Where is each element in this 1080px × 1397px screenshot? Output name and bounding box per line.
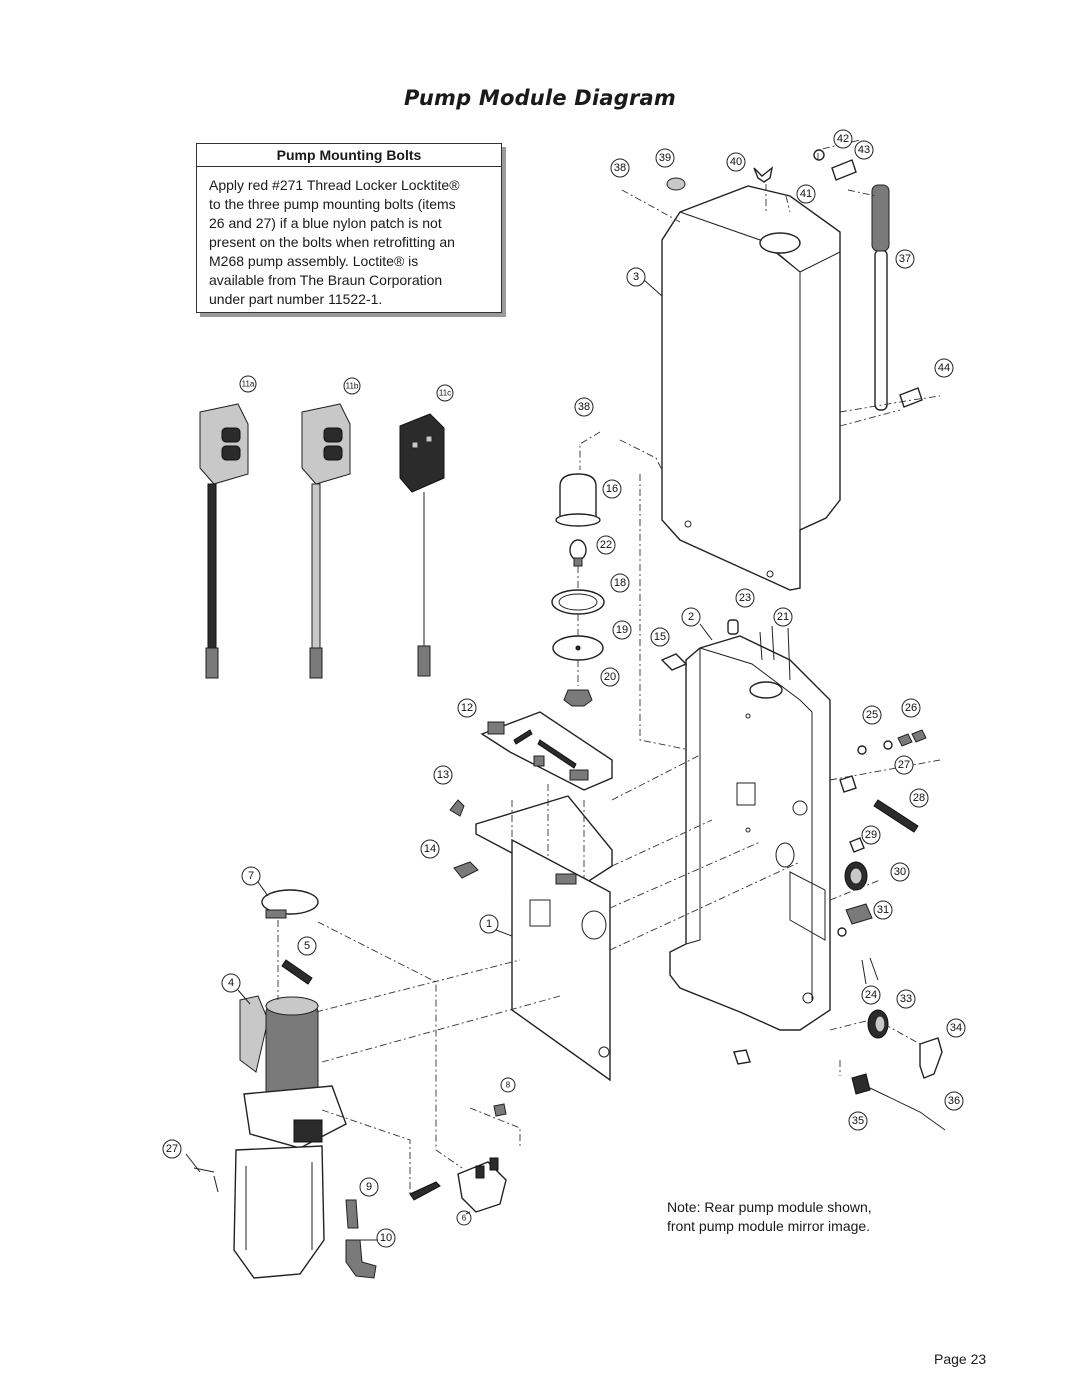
clip-part [840,776,856,792]
bulb-part [570,540,586,566]
callout-31 [874,901,892,919]
callout-8 [501,1078,515,1092]
callout-36 [945,1092,963,1110]
callout-38 [611,159,629,177]
fuse-part [728,620,738,634]
wire-harness-part [870,1088,945,1130]
svg-text:26: 26 [904,702,918,714]
svg-text:25: 25 [865,709,879,721]
svg-text:38: 38 [613,162,627,174]
svg-text:14: 14 [423,843,437,855]
svg-text:44: 44 [937,362,951,374]
svg-text:27: 27 [165,1143,179,1155]
callout-10 [377,1229,395,1247]
svg-text:18: 18 [613,577,627,589]
svg-text:6: 6 [461,1213,467,1223]
cap-part [667,178,685,190]
svg-text:34: 34 [949,1022,963,1034]
page-title: Pump Module Diagram [404,86,676,110]
mounting-panel-part [476,796,612,1080]
elbow-fitting-part [346,1240,376,1278]
spring-part [282,960,312,984]
callout-5 [298,937,316,955]
wire-part [862,958,878,984]
callout-39 [656,149,674,167]
callout-24 [862,986,880,1004]
terminal-part [454,862,478,878]
callout-14 [421,840,439,858]
svg-text:30: 30 [893,866,907,878]
svg-text:36: 36 [947,1095,961,1107]
svg-text:40: 40 [729,156,743,168]
svg-text:4: 4 [227,977,235,989]
svg-text:2: 2 [687,611,695,623]
svg-text:21: 21 [776,611,790,623]
washer-part [884,741,892,749]
svg-text:9: 9 [365,1181,373,1193]
callout-21 [774,608,792,626]
callout-3 [627,268,645,286]
washer-part [814,150,824,160]
callout-12 [458,699,476,717]
pump-motor-part [240,996,346,1148]
svg-text:35: 35 [851,1115,865,1127]
svg-text:29: 29 [864,829,878,841]
handle-rod-part [872,185,889,410]
callout-1 [480,915,498,933]
svg-text:10: 10 [379,1232,393,1244]
grommet-part [845,862,867,890]
svg-text:31: 31 [876,904,890,916]
footnote [667,1198,872,1236]
callout-27 [895,756,913,774]
pump-bolt-part [194,1168,218,1192]
callout-40 [727,153,745,171]
note-heading: Pump Mounting Bolts [197,144,501,167]
svg-text:22: 22 [599,539,613,551]
washer-part [858,746,866,754]
callout-20 [601,668,619,686]
svg-text:8: 8 [505,1080,511,1090]
fluid-reservoir-part [234,1146,324,1278]
threaded-rod-part [874,800,918,832]
callout-11b [344,378,360,394]
svg-text:39: 39 [658,152,672,164]
svg-text:11c: 11c [438,388,452,398]
svg-text:38: 38 [577,401,591,413]
fitting-part [868,1010,888,1038]
callout-13 [434,766,452,784]
bolt-part [912,730,926,742]
note-line: M268 pump assembly. Loctite® is [209,253,419,269]
callout-22 [597,536,615,554]
svg-text:20: 20 [603,671,617,683]
svg-text:23: 23 [738,592,752,604]
bolt-part [898,734,912,746]
note-line: Apply red #271 Thread Locker Locktite® [209,177,460,193]
callout-37 [896,250,914,268]
o-ring-part [838,928,846,936]
svg-text:16: 16 [605,483,619,495]
note-line: to the three pump mounting bolts (items [209,196,456,212]
footnote-line: Note: Rear pump module shown, [667,1199,872,1215]
svg-text:3: 3 [632,271,640,283]
circuit-board-part [482,712,612,790]
callout-38b [575,398,593,416]
note-line: 26 and 27) if a blue nylon patch is not [209,215,442,231]
svg-text:33: 33 [899,993,913,1005]
hose-clamp-part [262,890,318,918]
nut-part [850,838,864,852]
callout-15 [651,628,669,646]
svg-text:11b: 11b [345,381,359,391]
note-line: present on the bolts when retrofitting an [209,234,455,250]
screw-part [450,800,464,816]
elbow-fitting-part [920,1038,942,1078]
svg-text:12: 12 [460,702,474,714]
svg-text:28: 28 [912,792,926,804]
callout-7 [242,867,260,885]
socket-part [564,690,592,706]
clamp-part [662,654,686,670]
callout-4 [222,974,240,992]
connector-part [852,1074,870,1094]
svg-text:37: 37 [898,253,912,265]
light-dome-part [556,474,600,526]
pendant-11b-part [302,404,350,678]
clip-part [832,160,856,180]
callout-43 [855,141,873,159]
note-line: under part number 11522-1. [209,291,383,307]
callout-19 [613,621,631,639]
reservoir-cover-part [662,186,840,590]
svg-text:43: 43 [857,144,871,156]
solenoid-part [458,1158,506,1212]
callout-44 [935,359,953,377]
footnote-line: front pump module mirror image. [667,1218,871,1234]
callout-34 [947,1019,965,1037]
wing-nut-part [754,168,772,182]
svg-text:11a: 11a [241,379,255,389]
callout-42 [834,130,852,148]
svg-text:13: 13 [436,769,450,781]
svg-text:42: 42 [836,133,850,145]
callout-16 [603,480,621,498]
pump-housing-part [670,636,830,1030]
callout-27b [163,1140,181,1158]
pendant-11c-part [400,414,444,676]
svg-text:27: 27 [897,759,911,771]
pendant-11a-part [200,404,248,678]
spring-part [410,1182,440,1200]
callout-41 [797,185,815,203]
callout-30 [891,863,909,881]
cable-end-part [494,1104,506,1116]
svg-text:1: 1 [485,918,493,930]
callout-23 [736,589,754,607]
callout-28 [910,789,928,807]
callout-29 [862,826,880,844]
nut-part [734,1050,750,1064]
switch-part [846,904,872,924]
fitting-part [346,1200,358,1228]
svg-text:15: 15 [653,631,667,643]
svg-text:24: 24 [864,989,878,1001]
bracket-part [900,388,922,407]
svg-text:19: 19 [615,624,629,636]
page-number: Page 23 [934,1351,987,1367]
svg-text:5: 5 [303,940,311,952]
callout-9 [360,1178,378,1196]
callout-26 [902,699,920,717]
svg-text:41: 41 [799,188,813,200]
callout-11a [240,376,256,392]
callout-18 [611,574,629,592]
note-line: available from The Braun Corporation [209,272,443,288]
callout-2 [682,608,700,626]
callout-33 [897,990,915,1008]
svg-text:7: 7 [247,870,255,882]
callout-25 [863,706,881,724]
callout-11c [437,385,453,401]
callout-35 [849,1112,867,1130]
